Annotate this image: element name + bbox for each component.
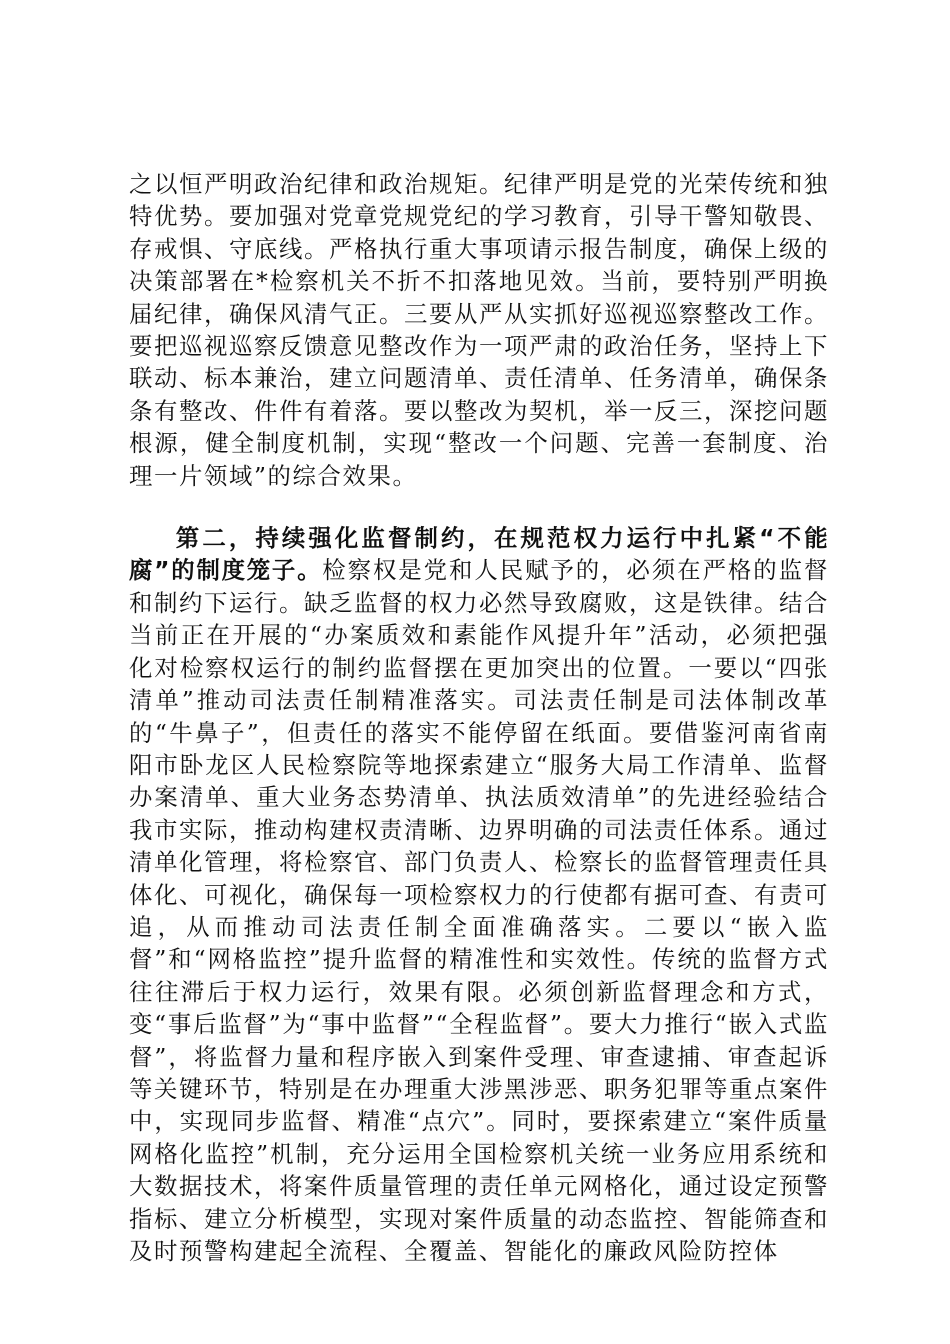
paragraph-text: 之以恒严明政治纪律和政治规矩。纪律严明是党的光荣传统和独特优势。要加强对党章党规党纪的学习教育，引导干警知敬畏、存戒惧、守底线。严格执行重大事项请示报告制度，确保上级的决策部署在*检察机关不折不扣落地见效。当前，要特别严明换届纪律，确保风清气正。三要从严从实抓好巡视巡察整改工作。要把巡视巡察反馈意见整改作为一项严肃的政治任务，坚持上下联动、标本兼治，建立问题清单、责任清单、任务清单，确保条条有整改、件件有着落。要以整改为契机，举一反三，深挖问题根源，健全制度机制，实现“整改一个问题、完善一套制度、治理一片领域”的综合效果。 [129,170,829,490]
paragraph-second-point [129,522,829,1267]
paragraph-lead-heading: 第二，持续强化监督制约，在规范权力运行中扎紧“不能腐”的制度笼子。 [129,524,829,585]
paragraph-text: 检察权是党和人民赋予的，必须在严格的监督和制约下运行。缺乏监督的权力必然导致腐败，这是铁律。结合当前正在开展的“办案质效和素能作风提升年”活动，必须把强化对检察权运行的制约监督摆在更加突出的位置。一要以“四张清单”推动司法责任制精准落实。司法责任制是司法体制改革的“牛鼻子”，但责任的落实不能停留在纸面。要借鉴河南省南阳市卧龙区人民检察院等地探索建立“服务大局工作清单、监督办案清单、重大业务态势清单、执法质效清单”的先进经验结合我市实际，推动构建权责清晰、边界明确的司法责任体系。通过清单化管理，将检察官、部门负责人、检察长的监督管理责任具体化、可视化，确保每一项检察权力的行使都有据可查、有责可追，从而推动司法责任制全面准确落实。二要以“嵌入监督”和“网格监控”提升监督的精准性和实效性。传统的监督方式往往滞后于权力运行，效果有限。必须创新监督理念和方式，变“事后监督”为“事中监督”“全程监督”。要大力推行“嵌入式监督”，将监督力量和程序嵌入到案件受理、审查逮捕、审查起诉等关键环节，特别是在办理重大涉黑涉恶、职务犯罪等重点案件中，实现同步监督、精准“点穴”。同时，要探索建立“案件质量网格化监控”机制，充分运用全国检察机关统一业务应用系统和大数据技术，将案件质量管理的责任单元网格化，通过设定预警指标、建立分析模型，实现对案件质量的动态监控、智能筛查和及时预警构建起全流程、全覆盖、智能化的廉政风险防控体 [129,556,829,1265]
document-page [129,168,829,1267]
paragraph-continuation [129,168,829,492]
